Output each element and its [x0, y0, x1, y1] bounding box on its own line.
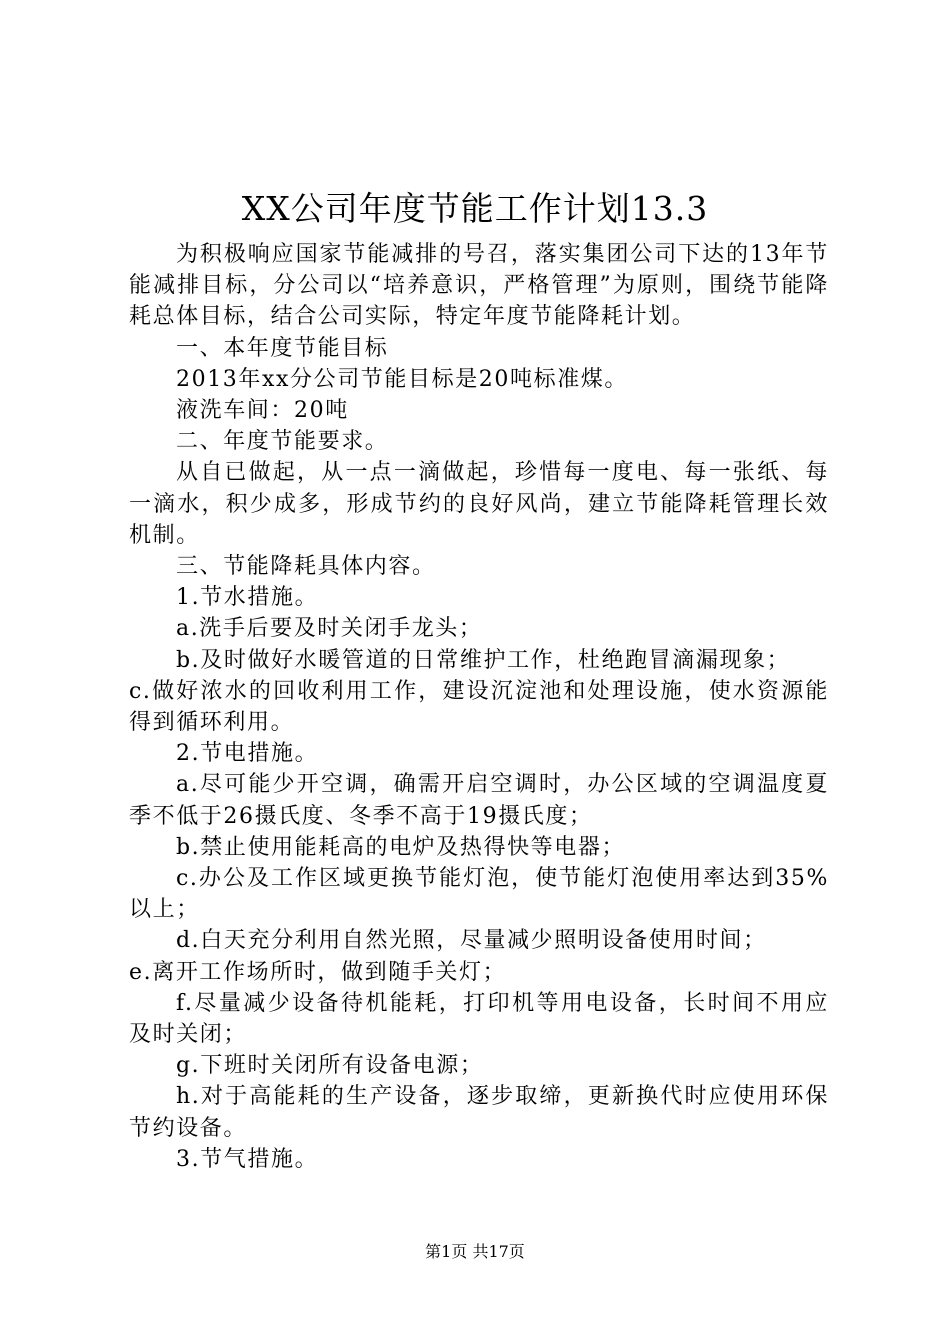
list-item: a.尽可能少开空调，确需开启空调时，办公区域的空调温度夏季不低于26摄氏度、冬季不高于19摄氏度； [129, 772, 829, 829]
paragraph-target: 2013年xx分公司节能目标是20吨标准煤。 [176, 366, 628, 392]
list-item: d.白天充分利用自然光照，尽量减少照明设备使用时间； [176, 928, 767, 954]
paragraph-workshop: 液洗车间：20吨 [176, 398, 349, 424]
subheading-water: 1.节水措施。 [176, 585, 319, 611]
list-item: b.及时做好水暖管道的日常维护工作，杜绝跑冒滴漏现象； [176, 647, 791, 673]
subheading-electricity: 2.节电措施。 [176, 741, 319, 767]
list-item: c.做好浓水的回收利用工作，建设沉淀池和处理设施，使水资源能得到循环利用。 [129, 678, 829, 736]
document-title: XX公司年度节能工作计划13.3 [241, 189, 709, 228]
list-item: a.洗手后要及时关闭手龙头； [176, 616, 483, 642]
paragraph-intro: 为积极响应国家节能减排的号召，落实集团公司下达的13年节能减排目标，分公司以“培养意识，严格管理”为原则，围绕节能降耗总体目标，结合公司实际，特定年度节能降耗计划。 [129, 242, 829, 330]
document-body [129, 239, 829, 1175]
list-item: f.尽量减少设备待机能耗，打印机等用电设备，长时间不用应及时关闭； [129, 990, 829, 1048]
section-heading-2: 二、年度节能要求。 [176, 429, 389, 455]
list-item: g.下班时关闭所有设备电源； [176, 1053, 484, 1079]
list-item: b.禁止使用能耗高的电炉及热得快等电器； [176, 834, 626, 860]
page-footer: 第1页 共17页 [425, 1242, 525, 1261]
list-item: e.离开工作场所时，做到随手关灯； [129, 959, 507, 985]
section-heading-3: 三、节能降耗具体内容。 [176, 554, 436, 580]
list-item: h.对于高能耗的生产设备，逐步取缔，更新换代时应使用环保节约设备。 [129, 1084, 829, 1141]
paragraph-requirements: 从自已做起，从一点一滴做起，珍惜每一度电、每一张纸、每一滴水，积少成多，形成节约的良好风尚，建立节能降耗管理长效机制。 [129, 460, 829, 548]
subheading-gas: 3.节气措施。 [176, 1146, 319, 1172]
list-item: c.办公及工作区域更换节能灯泡，使节能灯泡使用率达到35%以上； [129, 866, 829, 923]
section-heading-1: 一、本年度节能目标 [176, 335, 389, 361]
